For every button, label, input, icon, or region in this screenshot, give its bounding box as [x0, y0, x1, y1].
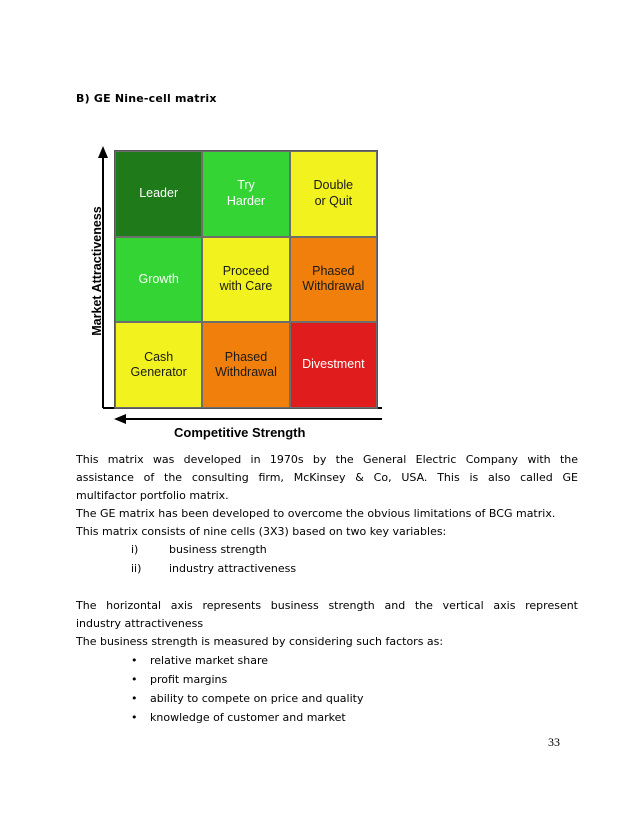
text-line: This matrix was developed in 1970s by the General Electric Company with the	[76, 453, 578, 466]
factor-list	[131, 651, 363, 727]
list-number: ii)	[131, 562, 142, 575]
matrix-grid	[114, 150, 378, 409]
list-item-text: industry attractiveness	[169, 562, 297, 575]
paragraph-axes	[76, 597, 578, 651]
matrix-cell: Double or Quit	[290, 151, 377, 237]
ge-matrix-figure	[80, 138, 400, 448]
list-item-text: business strength	[169, 543, 267, 556]
text-line: The GE matrix has been developed to overcome the obvious limitations of BCG matrix.	[76, 507, 556, 520]
matrix-cell: Growth	[115, 237, 202, 323]
arrow-up-icon	[98, 146, 108, 158]
x-axis-label: Competitive Strength	[174, 425, 306, 440]
matrix-cell: Leader	[115, 151, 202, 237]
matrix-cell: Cash Generator	[115, 322, 202, 408]
text-line: The horizontal axis represents business strength and the vertical axis represent	[76, 599, 578, 612]
text-line: industry attractiveness	[76, 617, 204, 630]
matrix-cell: Try Harder	[202, 151, 289, 237]
paragraph-origin	[76, 451, 578, 541]
matrix-cell: Phased Withdrawal	[290, 237, 377, 323]
text-line: multifactor portfolio matrix.	[76, 489, 229, 502]
matrix-cell: Phased Withdrawal	[202, 322, 289, 408]
matrix-cell: Proceed with Care	[202, 237, 289, 323]
text-line: The business strength is measured by considering such factors as:	[76, 635, 444, 648]
y-axis-label: Market Attractiveness	[90, 206, 104, 336]
text-line: assistance of the consulting firm, McKinsey & Co, USA. This is also called GE	[76, 471, 578, 484]
list-item: • profit margins	[131, 673, 228, 686]
list-item: • knowledge of customer and market	[131, 711, 346, 724]
list-number: i)	[131, 543, 139, 556]
section-heading: B) GE Nine-cell matrix	[76, 92, 217, 105]
list-item: • relative market share	[131, 654, 269, 667]
list-item: • ability to compete on price and quality	[131, 692, 364, 705]
arrow-left-icon	[114, 414, 126, 424]
matrix-cell: Divestment	[290, 322, 377, 408]
page-number: 33	[548, 735, 560, 749]
text-line: This matrix consists of nine cells (3X3) based on two key variables:	[76, 525, 447, 538]
